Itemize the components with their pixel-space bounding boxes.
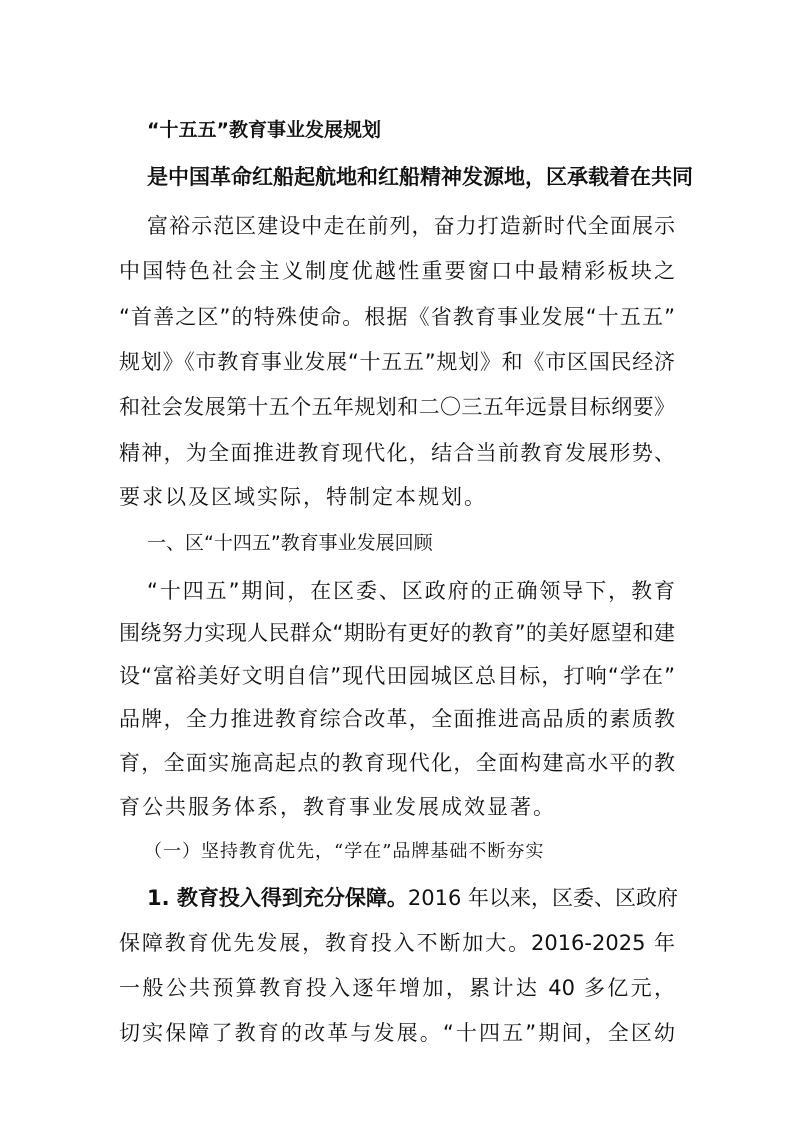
paragraph-line: “首善之区”的特殊使命。根据《省教育事业发展“十五五” <box>119 305 675 329</box>
item1-heading: 1. 教育投入得到充分保障。 <box>147 886 408 910</box>
paragraph-line: 规划》《市教育事业发展“十五五”规划》和《市区国民经济 <box>119 350 675 374</box>
paragraph-line: 要求以及区域实际，特制定本规划。 <box>119 485 487 509</box>
section-heading: 一、区“十四五”教育事业发展回顾 <box>147 532 433 554</box>
paragraph-line: 精神，为全面推进教育现代化，结合当前教育发展形势、 <box>119 441 675 465</box>
paragraph-line: 保障教育优先发展，教育投入不断加大。2016-2025 年 <box>119 931 675 955</box>
paragraph-line: 品牌，全力推进教育综合改革，全面推进高品质的素质教 <box>119 707 675 731</box>
document-title: “十五五”教育事业发展规划 <box>147 119 381 141</box>
paragraph-line: 富裕示范区建设中走在前列，奋力打造新时代全面展示 <box>147 214 675 238</box>
paragraph-line: 设“富裕美好文明自信”现代田园城区总目标，打响“学在” <box>119 664 675 688</box>
paragraph-line: 2016 年以来，区委、区政府 <box>407 886 679 910</box>
item1-first-line <box>147 884 679 912</box>
subsection-heading: （一）坚持教育优先，“学在”品牌基础不断夯实 <box>144 841 545 862</box>
paragraph-line: 育公共服务体系，教育事业发展成效显著。 <box>119 795 556 819</box>
paragraph-line: 育，全面实施高起点的教育现代化，全面构建高水平的教 <box>119 751 675 775</box>
paragraph-line: 围绕努力实现人民群众“期盼有更好的教育”的美好愿望和建 <box>119 621 675 645</box>
paragraph-line: 切实保障了教育的改革与发展。“十四五”期间，全区幼 <box>119 1021 675 1045</box>
paragraph-line: 一般公共预算教育投入逐年增加，累计达 40 多亿元， <box>119 976 675 1000</box>
intro-bold-line: 是中国革命红船起航地和红船精神发源地，区承载着在共同 <box>147 165 693 189</box>
paragraph-line: 中国特色社会主义制度优越性重要窗口中最精彩板块之 <box>119 259 675 283</box>
paragraph-line: “十四五”期间，在区委、区政府的正确领导下，教育 <box>147 579 675 603</box>
paragraph-line: 和社会发展第十五个五年规划和二〇三五年远景目标纲要》 <box>119 395 675 419</box>
